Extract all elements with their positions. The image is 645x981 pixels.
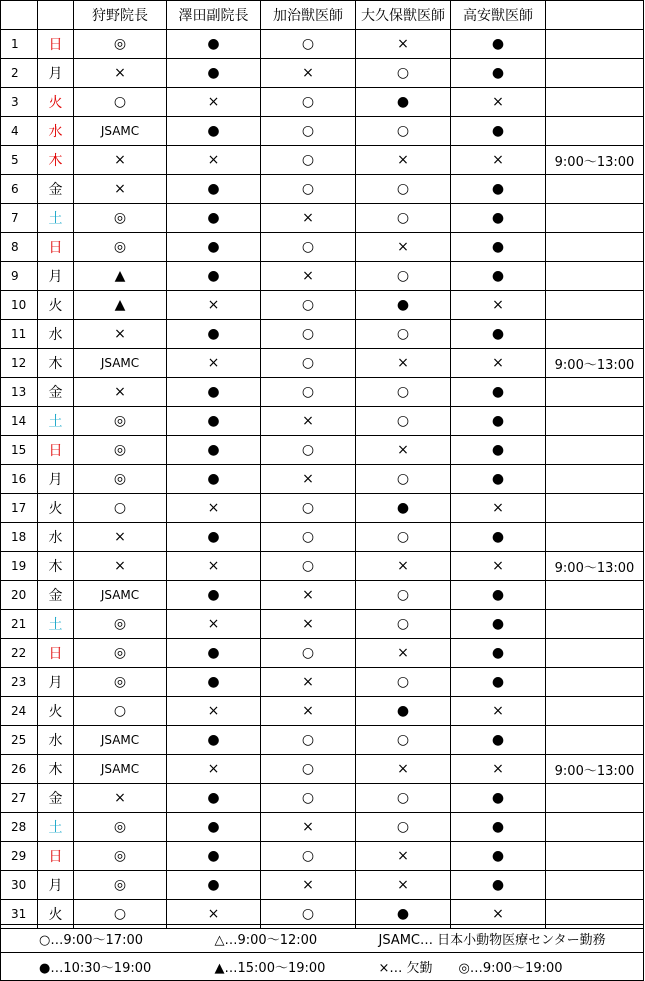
table-row [1,726,644,755]
shift-kano: JSAMC [74,581,167,610]
shift-okubo: ○ [356,581,451,610]
day-number: 13 [1,378,38,407]
header-kaji: 加治獣医師 [261,1,356,30]
shift-takayasu: ● [451,726,546,755]
hours-note [546,697,644,726]
shift-sawada: ● [167,262,261,291]
table-row [1,813,644,842]
hours-note [546,59,644,88]
day-number: 20 [1,581,38,610]
shift-kano: ◎ [74,204,167,233]
shift-sawada: ● [167,871,261,900]
day-number: 12 [1,349,38,378]
hours-note [546,784,644,813]
shift-kano: ◎ [74,30,167,59]
shift-kaji: ○ [261,146,356,175]
day-number: 30 [1,871,38,900]
shift-kaji: ○ [261,523,356,552]
day-number: 3 [1,88,38,117]
shift-kaji: ○ [261,726,356,755]
header-takayasu: 高安獣医師 [451,1,546,30]
header-day [1,1,38,30]
shift-sawada: × [167,755,261,784]
weekday: 日 [38,842,74,871]
table-row [1,320,644,349]
table-row [1,407,644,436]
shift-kaji: ○ [261,378,356,407]
shift-kaji: × [261,668,356,697]
shift-sawada: ● [167,59,261,88]
shift-okubo: ○ [356,204,451,233]
day-number: 29 [1,842,38,871]
shift-okubo: ● [356,697,451,726]
table-row [1,204,644,233]
table-row [1,581,644,610]
hours-note [546,871,644,900]
shift-okubo: × [356,436,451,465]
shift-okubo: × [356,755,451,784]
shift-kano: ◎ [74,610,167,639]
day-number: 31 [1,900,38,929]
shift-sawada: × [167,349,261,378]
shift-takayasu: ● [451,842,546,871]
header-note [546,1,644,30]
shift-sawada: ● [167,233,261,262]
shift-kano: ▲ [74,262,167,291]
weekday: 月 [38,668,74,697]
hours-note: 9:00～13:00 [546,146,644,175]
shift-takayasu: ● [451,117,546,146]
shift-takayasu: ● [451,871,546,900]
weekday: 木 [38,349,74,378]
shift-kaji: ○ [261,639,356,668]
shift-sawada: ● [167,784,261,813]
hours-note [546,436,644,465]
shift-kano: × [74,523,167,552]
legend-table [0,924,644,981]
hours-note [546,465,644,494]
shift-sawada: × [167,900,261,929]
shift-takayasu: × [451,697,546,726]
shift-kaji: ○ [261,494,356,523]
shift-sawada: ● [167,726,261,755]
legend-jsamc: JSAMC… 日本小動物医療センター勤務 [357,925,644,953]
shift-sawada: ● [167,436,261,465]
shift-okubo: ○ [356,378,451,407]
shift-kano: ◎ [74,465,167,494]
day-number: 23 [1,668,38,697]
hours-note [546,175,644,204]
shift-takayasu: ● [451,378,546,407]
weekday: 土 [38,204,74,233]
weekday: 日 [38,436,74,465]
day-number: 17 [1,494,38,523]
shift-takayasu: × [451,349,546,378]
shift-okubo: ○ [356,320,451,349]
shift-kano: × [74,552,167,581]
shift-kano: ◎ [74,813,167,842]
hours-note [546,668,644,697]
shift-takayasu: × [451,146,546,175]
shift-okubo: ○ [356,262,451,291]
legend-open-circle: ○…9:00～17:00 [1,925,177,953]
shift-okubo: × [356,842,451,871]
shift-okubo: ● [356,88,451,117]
shift-sawada: ● [167,407,261,436]
weekday: 金 [38,581,74,610]
shift-kaji: × [261,697,356,726]
table-row [1,465,644,494]
day-number: 11 [1,320,38,349]
table-row [1,755,644,784]
shift-kaji: ○ [261,436,356,465]
shift-takayasu: ● [451,784,546,813]
weekday: 火 [38,88,74,117]
shift-takayasu: ● [451,581,546,610]
schedule-body [1,1,644,929]
hours-note: 9:00～13:00 [546,349,644,378]
weekday: 日 [38,639,74,668]
shift-sawada: ● [167,30,261,59]
shift-kaji: × [261,581,356,610]
shift-takayasu: ● [451,668,546,697]
shift-kano: JSAMC [74,755,167,784]
table-row [1,436,644,465]
hours-note [546,581,644,610]
shift-kano: × [74,146,167,175]
shift-kano: × [74,320,167,349]
shift-okubo: × [356,639,451,668]
shift-takayasu: ● [451,59,546,88]
shift-takayasu: ● [451,436,546,465]
day-number: 16 [1,465,38,494]
legend-absent-double-circle: ×… 欠勤 ◎…9:00～19:00 [357,953,644,981]
shift-okubo: ● [356,494,451,523]
weekday: 金 [38,175,74,204]
hours-note [546,320,644,349]
shift-okubo: ○ [356,465,451,494]
table-row [1,175,644,204]
shift-sawada: ● [167,668,261,697]
weekday: 木 [38,755,74,784]
shift-okubo: × [356,30,451,59]
shift-okubo: × [356,552,451,581]
shift-takayasu: ● [451,523,546,552]
table-row [1,784,644,813]
day-number: 5 [1,146,38,175]
header-kano: 狩野院長 [74,1,167,30]
weekday: 土 [38,610,74,639]
header-sawada: 澤田副院長 [167,1,261,30]
day-number: 24 [1,697,38,726]
shift-takayasu: × [451,755,546,784]
weekday: 日 [38,233,74,262]
shift-okubo: ○ [356,407,451,436]
shift-sawada: × [167,88,261,117]
shift-kano: × [74,378,167,407]
shift-takayasu: × [451,552,546,581]
shift-kano: ◎ [74,639,167,668]
weekday: 木 [38,552,74,581]
table-row [1,88,644,117]
day-number: 21 [1,610,38,639]
shift-takayasu: ● [451,639,546,668]
day-number: 4 [1,117,38,146]
table-row [1,117,644,146]
hours-note: 9:00～13:00 [546,755,644,784]
shift-okubo: ○ [356,813,451,842]
shift-kano: JSAMC [74,349,167,378]
hours-note [546,117,644,146]
hours-note [546,30,644,59]
shift-kaji: ○ [261,755,356,784]
shift-takayasu: ● [451,204,546,233]
shift-kano: × [74,175,167,204]
shift-takayasu: ● [451,262,546,291]
weekday: 月 [38,465,74,494]
shift-sawada: ● [167,378,261,407]
day-number: 28 [1,813,38,842]
weekday: 水 [38,726,74,755]
table-row [1,871,644,900]
weekday: 火 [38,494,74,523]
shift-sawada: ● [167,175,261,204]
shift-kaji: × [261,465,356,494]
shift-kano: ○ [74,697,167,726]
hours-note [546,262,644,291]
hours-note: 9:00～13:00 [546,552,644,581]
shift-sawada: ● [167,204,261,233]
hours-note [546,204,644,233]
hours-note [546,639,644,668]
table-row [1,842,644,871]
legend-row-2 [1,953,644,981]
shift-okubo: ○ [356,59,451,88]
shift-kaji: × [261,871,356,900]
table-row [1,639,644,668]
day-number: 8 [1,233,38,262]
hours-note [546,378,644,407]
shift-sawada: × [167,291,261,320]
shift-kaji: ○ [261,175,356,204]
shift-kaji: ○ [261,320,356,349]
shift-sawada: × [167,146,261,175]
day-number: 26 [1,755,38,784]
day-number: 7 [1,204,38,233]
table-row [1,697,644,726]
shift-okubo: ○ [356,784,451,813]
shift-takayasu: ● [451,610,546,639]
shift-okubo: × [356,871,451,900]
table-row [1,59,644,88]
shift-okubo: × [356,146,451,175]
shift-kano: JSAMC [74,726,167,755]
shift-kaji: × [261,204,356,233]
legend-filled-triangle: ▲…15:00～19:00 [177,953,357,981]
shift-sawada: ● [167,581,261,610]
shift-kaji: ○ [261,117,356,146]
shift-kaji: ○ [261,552,356,581]
shift-okubo: ● [356,900,451,929]
shift-kaji: ○ [261,349,356,378]
table-row [1,291,644,320]
hours-note [546,813,644,842]
shift-okubo: ○ [356,726,451,755]
shift-takayasu: ● [451,233,546,262]
legend-filled-circle: ●…10:30～19:00 [1,953,177,981]
shift-sawada: ● [167,813,261,842]
table-row [1,552,644,581]
header-weekday [38,1,74,30]
shift-sawada: ● [167,639,261,668]
shift-kano: ◎ [74,407,167,436]
shift-sawada: × [167,610,261,639]
shift-kaji: ○ [261,30,356,59]
hours-note [546,494,644,523]
header-okubo: 大久保獣医師 [356,1,451,30]
shift-kano: JSAMC [74,117,167,146]
shift-kaji: ○ [261,842,356,871]
hours-note [546,523,644,552]
weekday: 月 [38,59,74,88]
day-number: 27 [1,784,38,813]
shift-sawada: ● [167,523,261,552]
weekday: 月 [38,871,74,900]
shift-okubo: × [356,349,451,378]
shift-takayasu: × [451,900,546,929]
shift-kano: ◎ [74,871,167,900]
shift-sawada: ● [167,320,261,349]
shift-takayasu: × [451,291,546,320]
shift-kaji: × [261,813,356,842]
table-row [1,378,644,407]
day-number: 1 [1,30,38,59]
shift-kaji: × [261,407,356,436]
hours-note [546,233,644,262]
table-row [1,233,644,262]
shift-kano: ◎ [74,668,167,697]
shift-takayasu: ● [451,813,546,842]
table-row [1,262,644,291]
weekday: 木 [38,146,74,175]
day-number: 25 [1,726,38,755]
shift-kano: × [74,784,167,813]
legend-open-triangle: △…9:00～12:00 [177,925,357,953]
shift-sawada: ● [167,117,261,146]
shift-takayasu: ● [451,320,546,349]
legend-row-1 [1,925,644,953]
shift-okubo: ● [356,291,451,320]
table-row [1,349,644,378]
day-number: 14 [1,407,38,436]
shift-okubo: ○ [356,523,451,552]
weekday: 水 [38,117,74,146]
hours-note [546,407,644,436]
shift-kaji: ○ [261,900,356,929]
weekday: 水 [38,320,74,349]
day-number: 22 [1,639,38,668]
shift-okubo: ○ [356,668,451,697]
shift-kaji: ○ [261,88,356,117]
shift-kaji: ○ [261,233,356,262]
weekday: 火 [38,697,74,726]
shift-takayasu: × [451,88,546,117]
shift-sawada: × [167,552,261,581]
weekday: 土 [38,407,74,436]
table-row [1,494,644,523]
shift-okubo: ○ [356,117,451,146]
shift-kaji: × [261,59,356,88]
shift-sawada: × [167,494,261,523]
shift-kaji: ○ [261,291,356,320]
shift-kano: ○ [74,88,167,117]
table-row [1,30,644,59]
day-number: 10 [1,291,38,320]
weekday: 土 [38,813,74,842]
shift-takayasu: ● [451,30,546,59]
hours-note [546,291,644,320]
shift-sawada: ● [167,842,261,871]
weekday: 金 [38,784,74,813]
shift-kano: ◎ [74,233,167,262]
shift-kaji: × [261,262,356,291]
day-number: 9 [1,262,38,291]
shift-kaji: × [261,610,356,639]
shift-takayasu: × [451,494,546,523]
hours-note [546,842,644,871]
shift-okubo: ○ [356,175,451,204]
shift-takayasu: ● [451,407,546,436]
day-number: 15 [1,436,38,465]
shift-takayasu: ● [451,465,546,494]
shift-kano: × [74,59,167,88]
table-row [1,146,644,175]
shift-sawada: ● [167,465,261,494]
shift-takayasu: ● [451,175,546,204]
weekday: 月 [38,262,74,291]
shift-sawada: × [167,697,261,726]
shift-kaji: ○ [261,784,356,813]
table-row [1,523,644,552]
shift-kano: ○ [74,494,167,523]
header-row [1,1,644,30]
table-row [1,668,644,697]
hours-note [546,610,644,639]
shift-kano: ◎ [74,436,167,465]
shift-okubo: × [356,233,451,262]
weekday: 日 [38,30,74,59]
hours-note [546,88,644,117]
day-number: 18 [1,523,38,552]
shift-kano: ▲ [74,291,167,320]
day-number: 6 [1,175,38,204]
hours-note [546,726,644,755]
day-number: 2 [1,59,38,88]
shift-kano: ◎ [74,842,167,871]
weekday: 火 [38,291,74,320]
table-row [1,610,644,639]
weekday: 水 [38,523,74,552]
shift-okubo: ○ [356,610,451,639]
day-number: 19 [1,552,38,581]
shift-kano: ○ [74,900,167,929]
weekday: 火 [38,900,74,929]
weekday: 金 [38,378,74,407]
